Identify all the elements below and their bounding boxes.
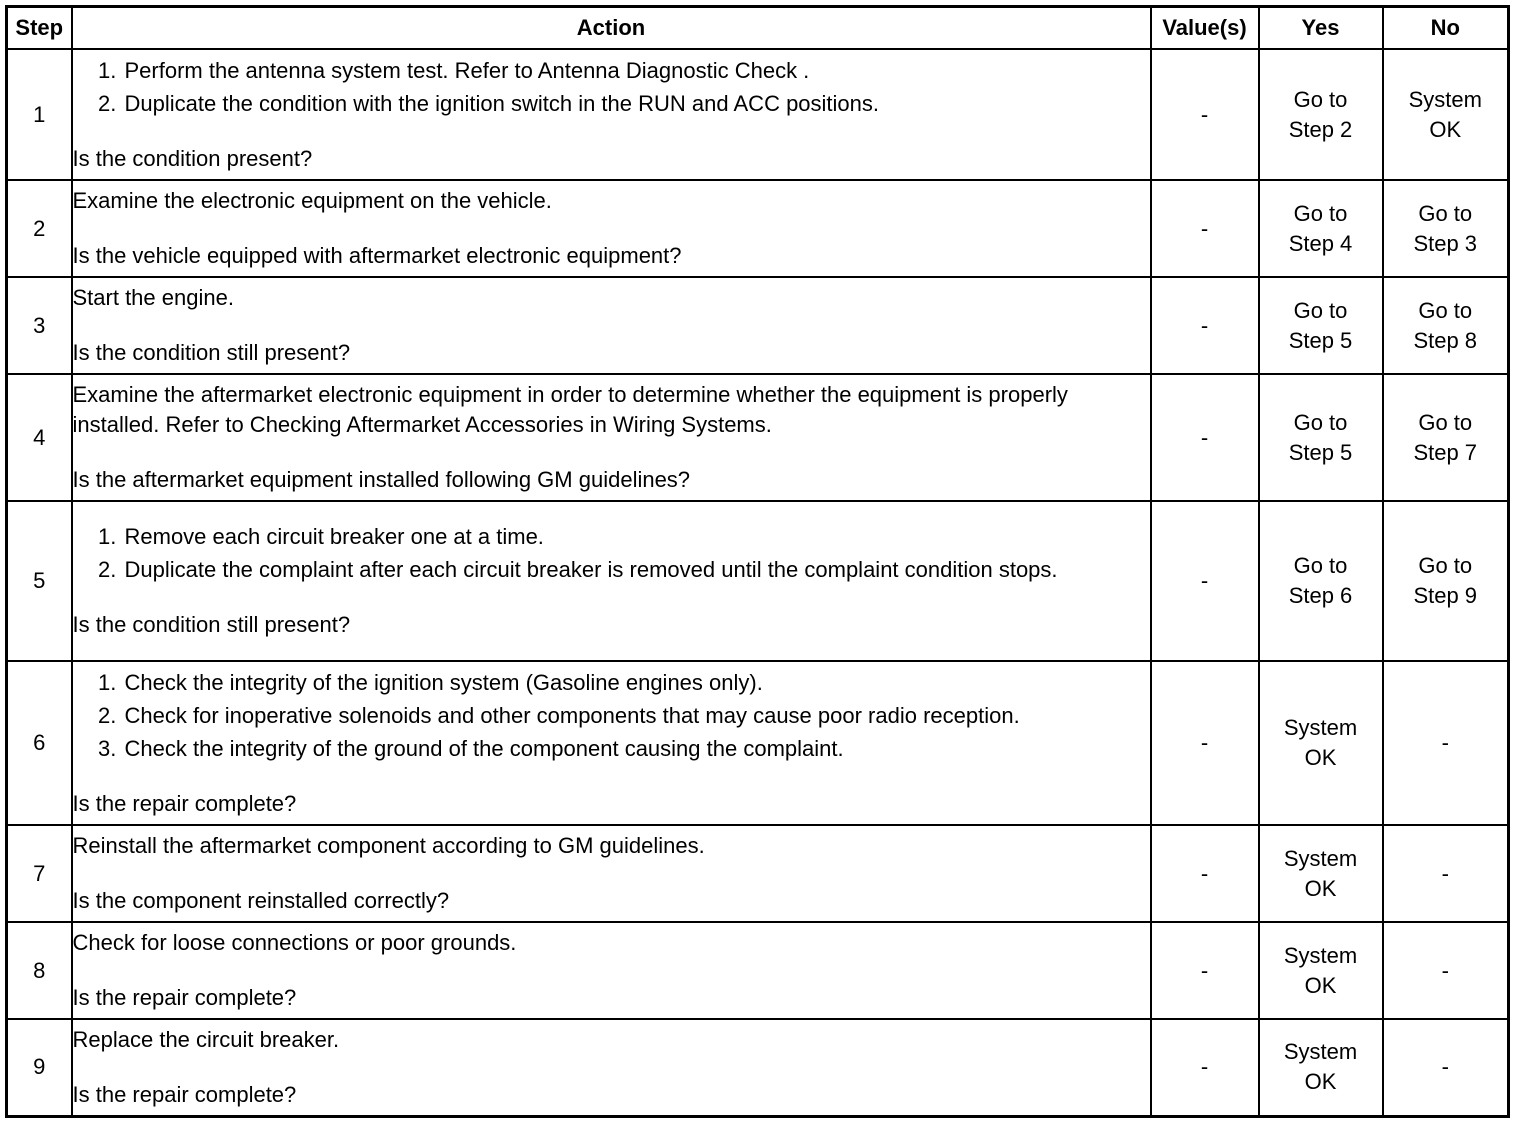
table-row <box>7 277 1509 374</box>
action-step: 1. Perform the antenna system test. Refer to Antenna Diagnostic Check . <box>123 56 1150 86</box>
no-line: Step 9 <box>1413 583 1478 608</box>
action-cell <box>72 661 1151 825</box>
action-cell <box>72 49 1151 180</box>
yes-line: OK <box>1304 875 1337 901</box>
value-cell: - <box>1151 374 1259 501</box>
yes-line: Step 6 <box>1288 583 1353 608</box>
yes-line: Go to <box>1293 86 1348 112</box>
no-line: Go to <box>1418 553 1473 578</box>
no-cell <box>1383 661 1509 825</box>
yes-line: Go to <box>1293 409 1348 435</box>
action-question: Is the repair complete? <box>72 790 297 816</box>
yes-line: Step 2 <box>1288 116 1353 142</box>
yes-line: System <box>1283 845 1358 871</box>
yes-line: Go to <box>1293 553 1348 578</box>
yes-line: System <box>1283 715 1358 740</box>
yes-line: OK <box>1304 1069 1337 1095</box>
no-line: Go to <box>1418 409 1473 435</box>
value-cell: - <box>1151 922 1259 1019</box>
no-line: Go to <box>1418 297 1473 323</box>
step-number: 5 <box>7 501 72 661</box>
header-action: Action <box>72 7 1151 50</box>
action-question: Is the component reinstalled correctly? <box>72 888 450 913</box>
no-line: - <box>1441 730 1449 755</box>
action-instruction: Start the engine. <box>72 285 234 310</box>
action-cell <box>72 374 1151 501</box>
action-question: Is the vehicle equipped with aftermarket electronic equipment? <box>72 243 682 268</box>
table-row <box>7 661 1509 825</box>
no-line: - <box>1441 957 1449 983</box>
diagnostic-table <box>5 5 1510 1118</box>
yes-cell <box>1259 374 1383 501</box>
action-question: Is the repair complete? <box>72 1081 297 1107</box>
yes-line: Step 5 <box>1288 439 1353 465</box>
table-row <box>7 922 1509 1019</box>
no-line: - <box>1441 860 1449 886</box>
action-cell <box>72 825 1151 922</box>
table-row <box>7 180 1509 277</box>
action-steps-list <box>73 56 1150 119</box>
no-line: Step 8 <box>1413 327 1478 353</box>
table-header-row <box>7 7 1509 50</box>
action-step: 2. Duplicate the condition with the ignition switch in the RUN and ACC positions. <box>123 89 1150 119</box>
no-cell <box>1383 1019 1509 1116</box>
action-question: Is the condition still present? <box>72 340 351 365</box>
yes-cell <box>1259 661 1383 825</box>
no-cell <box>1383 825 1509 922</box>
table-row <box>7 825 1509 922</box>
action-step: 2. Duplicate the complaint after each circuit breaker is removed until the complaint condition stops. <box>123 555 1150 585</box>
yes-line: Go to <box>1293 297 1348 323</box>
yes-line: System <box>1283 1039 1358 1065</box>
yes-cell <box>1259 180 1383 277</box>
table-row <box>7 501 1509 661</box>
action-steps-list <box>73 668 1150 764</box>
action-steps-list <box>73 522 1150 585</box>
no-line: System <box>1408 86 1482 112</box>
value-cell: - <box>1151 661 1259 825</box>
diagnostic-table-container <box>5 5 1507 1118</box>
no-line: OK <box>1429 116 1462 142</box>
action-cell <box>72 501 1151 661</box>
no-cell <box>1383 374 1509 501</box>
table-row <box>7 49 1509 180</box>
no-cell <box>1383 180 1509 277</box>
action-question: Is the condition present? <box>72 145 313 171</box>
action-cell <box>72 922 1151 1019</box>
value-cell: - <box>1151 825 1259 922</box>
yes-line: Step 4 <box>1288 230 1353 256</box>
no-line: - <box>1441 1054 1449 1080</box>
value-cell: - <box>1151 501 1259 661</box>
value-cell: - <box>1151 277 1259 374</box>
table-row <box>7 374 1509 501</box>
no-cell <box>1383 922 1509 1019</box>
yes-cell <box>1259 1019 1383 1116</box>
action-question: Is the condition still present? <box>72 612 351 637</box>
no-cell <box>1383 49 1509 180</box>
step-number: 8 <box>7 922 72 1019</box>
no-cell <box>1383 277 1509 374</box>
action-cell <box>72 1019 1151 1116</box>
yes-line: System <box>1283 942 1358 968</box>
value-cell: - <box>1151 180 1259 277</box>
yes-cell <box>1259 922 1383 1019</box>
action-instruction: Examine the electronic equipment on the vehicle. <box>72 188 552 213</box>
no-line: Go to <box>1418 200 1473 226</box>
action-instruction: Examine the aftermarket electronic equipment in order to determine whether the equipment is properly installed. Refer to Checking Aftermarket Accessories in Wiring Systems. <box>72 382 1068 437</box>
no-line: Step 3 <box>1413 230 1478 256</box>
action-cell <box>72 277 1151 374</box>
action-step: 3. Check the integrity of the ground of the component causing the complaint. <box>123 734 1150 764</box>
no-cell <box>1383 501 1509 661</box>
yes-line: OK <box>1304 745 1337 770</box>
yes-cell <box>1259 825 1383 922</box>
table-row <box>7 1019 1509 1116</box>
step-number: 9 <box>7 1019 72 1116</box>
value-cell: - <box>1151 49 1259 180</box>
no-line: Step 7 <box>1413 439 1478 465</box>
yes-cell <box>1259 277 1383 374</box>
yes-line: OK <box>1304 972 1337 998</box>
step-number: 4 <box>7 374 72 501</box>
step-number: 7 <box>7 825 72 922</box>
value-cell: - <box>1151 1019 1259 1116</box>
action-instruction: Check for loose connections or poor grounds. <box>72 930 517 955</box>
header-values: Value(s) <box>1151 7 1259 50</box>
action-cell <box>72 180 1151 277</box>
yes-cell <box>1259 501 1383 661</box>
header-yes: Yes <box>1259 7 1383 50</box>
step-number: 3 <box>7 277 72 374</box>
yes-line: Step 5 <box>1288 327 1353 353</box>
step-number: 1 <box>7 49 72 180</box>
action-step: 2. Check for inoperative solenoids and other components that may cause poor radio reception. <box>123 701 1150 731</box>
yes-cell <box>1259 49 1383 180</box>
yes-line: Go to <box>1293 200 1348 226</box>
action-step: 1. Remove each circuit breaker one at a time. <box>123 522 1150 552</box>
header-step: Step <box>7 7 72 50</box>
step-number: 2 <box>7 180 72 277</box>
action-instruction: Replace the circuit breaker. <box>72 1026 340 1052</box>
action-instruction: Reinstall the aftermarket component according to GM guidelines. <box>72 833 705 858</box>
action-step: 1. Check the integrity of the ignition system (Gasoline engines only). <box>123 668 1150 698</box>
action-question: Is the aftermarket equipment installed following GM guidelines? <box>72 467 691 492</box>
action-question: Is the repair complete? <box>72 985 297 1010</box>
step-number: 6 <box>7 661 72 825</box>
header-no: No <box>1383 7 1509 50</box>
